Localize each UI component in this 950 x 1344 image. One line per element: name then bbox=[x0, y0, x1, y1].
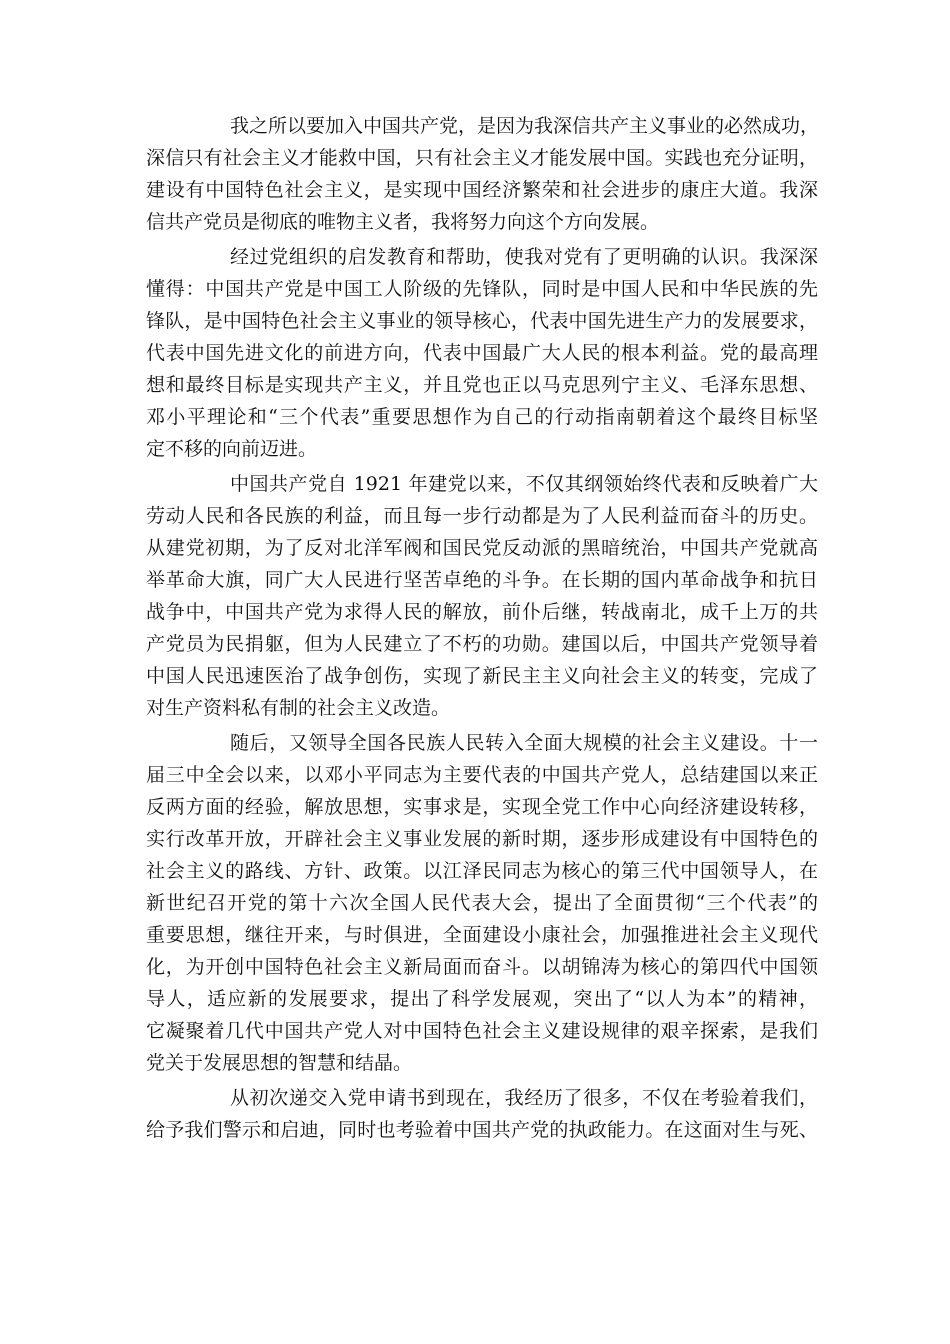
text-line: 给予我们警示和启迪，同时也考验着中国共产党的执政能力。在这面对生与死、 bbox=[146, 1119, 818, 1141]
text-line: 深信只有社会主义才能救中国，只有社会主义才能发展中国。实践也充分证明， bbox=[146, 147, 818, 169]
text-line: 化，为开创中国特色社会主义新局面而奋斗。以胡锦涛为核心的第四代中国领 bbox=[146, 956, 818, 978]
text-line: 届三中全会以来，以邓小平同志为主要代表的中国共产党人，总结建国以来正 bbox=[146, 764, 818, 786]
text-line: 想和最终目标是实现共产主义，并且党也正以马克思列宁主义、毛泽东思想、 bbox=[146, 374, 818, 396]
text-line: 新世纪召开党的第十六次全国人民代表大会，提出了全面贯彻“三个代表”的 bbox=[146, 892, 818, 914]
text-line: 从建党初期，为了反对北洋军阀和国民党反动派的黑暗统治，中国共产党就高 bbox=[146, 537, 818, 559]
text-line: 随后，又领导全国各民族人民转入全面大规模的社会主义建设。十一 bbox=[230, 732, 818, 754]
text-line: 经过党组织的启发教育和帮助，使我对党有了更明确的认识。我深深 bbox=[230, 246, 818, 268]
text-line: 邓小平理论和“三个代表”重要思想作为自己的行动指南朝着这个最终目标坚 bbox=[146, 406, 818, 428]
text-line: 劳动人民和各民族的利益，而且每一步行动都是为了人民利益而奋斗的历史。 bbox=[146, 505, 818, 527]
text-line: 代表中国先进文化的前进方向，代表中国最广大人民的根本利益。党的最高理 bbox=[146, 342, 818, 364]
text-line: 从初次递交入党申请书到现在，我经历了很多，不仅在考验着我们， bbox=[230, 1087, 818, 1109]
text-line: 反两方面的经验，解放思想，实事求是，实现全党工作中心向经济建设转移， bbox=[146, 796, 818, 818]
paragraph bbox=[146, 110, 818, 238]
text-line: 懂得：中国共产党是中国工人阶级的先锋队，同时是中国人民和中华民族的先 bbox=[146, 278, 818, 300]
paragraph bbox=[146, 1082, 818, 1146]
paragraph bbox=[146, 727, 818, 1079]
text-line: 产党员为民捐躯，但为人民建立了不朽的功勋。建国以后，中国共产党领导着 bbox=[146, 633, 818, 655]
paragraph bbox=[146, 468, 818, 724]
paragraph bbox=[146, 241, 818, 465]
text-line: 举革命大旗，同广大人民进行坚苦卓绝的斗争。在长期的国内革命战争和抗日 bbox=[146, 569, 818, 591]
text-line: 对生产资料私有制的社会主义改造。 bbox=[146, 697, 451, 719]
text-line: 建设有中国特色社会主义，是实现中国经济繁荣和社会进步的康庄大道。我深 bbox=[146, 179, 818, 201]
text-line: 党关于发展思想的智慧和结晶。 bbox=[146, 1052, 413, 1074]
text-line: 它凝聚着几代中国共产党人对中国特色社会主义建设规律的艰辛探索，是我们 bbox=[146, 1020, 818, 1042]
text-line: 中国人民迅速医治了战争创伤，实现了新民主主义向社会主义的转变，完成了 bbox=[146, 665, 818, 687]
text-line: 我之所以要加入中国共产党，是因为我深信共产主义事业的必然成功， bbox=[230, 115, 820, 137]
text-line: 锋队，是中国特色社会主义事业的领导核心，代表中国先进生产力的发展要求， bbox=[146, 310, 818, 332]
text-line: 战争中，中国共产党为求得人民的解放，前仆后继，转战南北，成千上万的共 bbox=[146, 601, 818, 623]
text-line: 定不移的向前迈进。 bbox=[146, 438, 318, 460]
text-line: 信共产党员是彻底的唯物主义者，我将努力向这个方向发展。 bbox=[146, 211, 660, 233]
text-line: 重要思想，继往开来，与时俱进，全面建设小康社会，加强推进社会主义现代 bbox=[146, 924, 818, 946]
text-line: 导人，适应新的发展要求，提出了科学发展观，突出了“以人为本”的精神， bbox=[146, 988, 818, 1010]
document-body bbox=[146, 110, 818, 1149]
text-line: 社会主义的路线、方针、政策。以江泽民同志为核心的第三代中国领导人，在 bbox=[146, 860, 818, 882]
text-line: 中国共产党自 1921 年建党以来，不仅其纲领始终代表和反映着广大 bbox=[230, 473, 818, 495]
text-line: 实行改革开放，开辟社会主义事业发展的新时期，逐步形成建设有中国特色的 bbox=[146, 828, 818, 850]
